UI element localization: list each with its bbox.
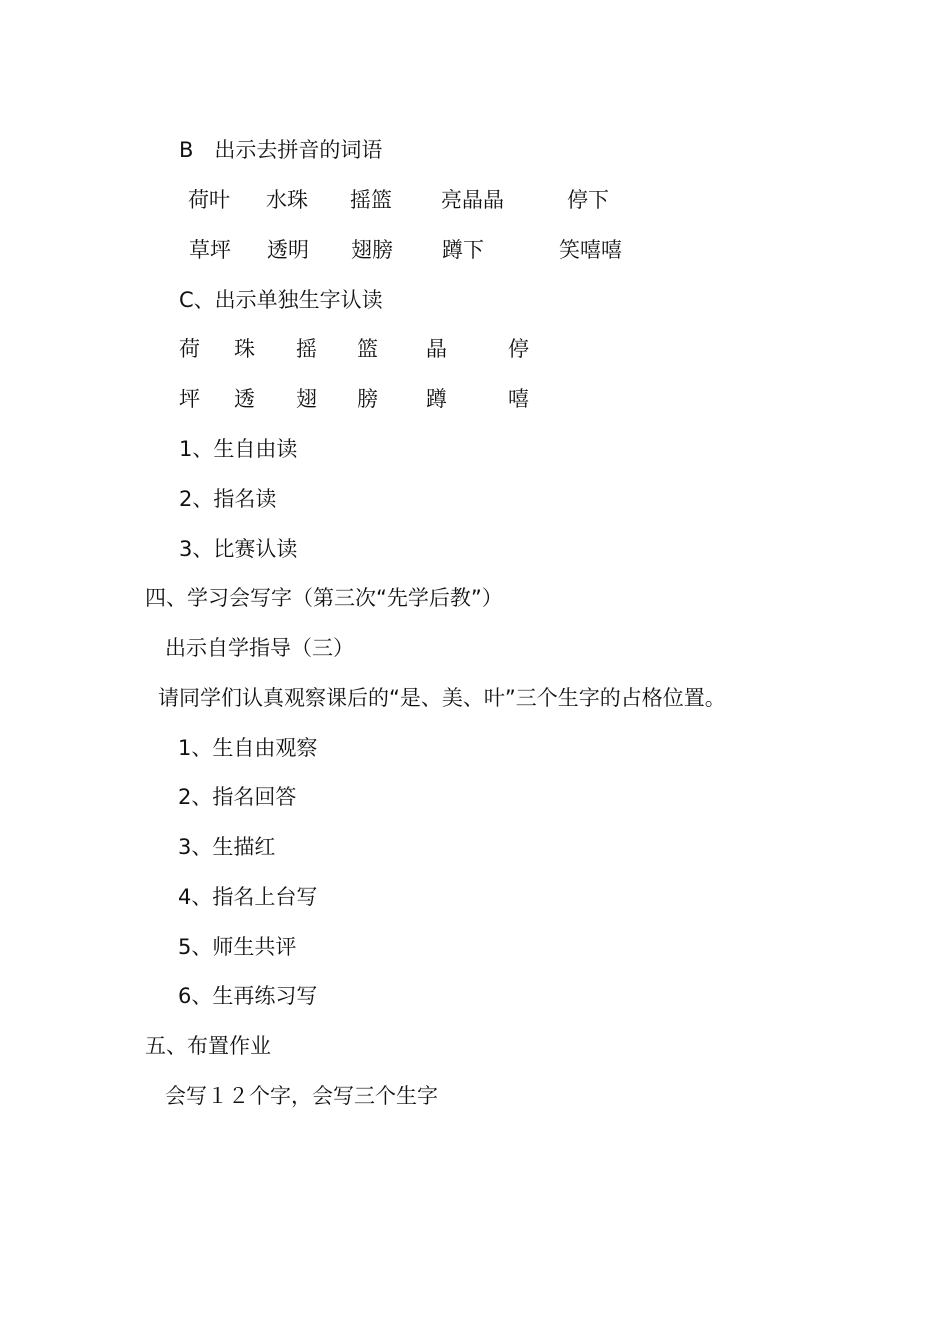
word: 草坪 [189, 238, 231, 262]
section-4-guide: 出示自学指导（三） [165, 636, 354, 660]
character: 蹲 [426, 387, 447, 411]
character: 坪 [179, 387, 200, 411]
section-c-step: 1、生自由读 [179, 437, 298, 461]
section-4-heading: 四、学习会写字（第三次“先学后教”） [145, 586, 503, 610]
words-row-2 [0, 236, 700, 264]
section-4-step: 3、生描红 [178, 835, 276, 859]
character: 篮 [357, 337, 378, 361]
section-5-task: 会写１２个字，会写三个生字 [165, 1084, 438, 1108]
section-4-step: 4、指名上台写 [178, 885, 318, 909]
section-b-heading: B 出示去拼音的词语 [179, 138, 383, 162]
section-c-step: 2、指名读 [179, 487, 277, 511]
word: 摇篮 [350, 188, 392, 212]
word: 水珠 [266, 188, 308, 212]
character: 翅 [296, 387, 317, 411]
word: 翅膀 [351, 238, 393, 262]
chars-row-2 [0, 385, 700, 413]
section-5-heading: 五、布置作业 [145, 1034, 271, 1058]
section-4-step: 6、生再练习写 [178, 984, 318, 1008]
chars-row-1 [0, 335, 700, 363]
character: 荷 [179, 337, 200, 361]
character: 晶 [426, 337, 447, 361]
character: 停 [508, 337, 529, 361]
word: 亮晶晶 [441, 188, 504, 212]
word: 笑嘻嘻 [559, 238, 622, 262]
character: 透 [234, 387, 255, 411]
section-c-step: 3、比赛认读 [179, 537, 298, 561]
character: 摇 [296, 337, 317, 361]
word: 透明 [267, 238, 309, 262]
character: 嘻 [508, 387, 529, 411]
section-4-step: 5、师生共评 [178, 935, 297, 959]
word: 停下 [567, 188, 609, 212]
character: 珠 [234, 337, 255, 361]
section-4-step: 2、指名回答 [178, 785, 297, 809]
section-c-heading: C、出示单独生字认读 [179, 288, 383, 312]
section-4-instruction: 请同学们认真观察课后的“是、美、叶”三个生字的占格位置。 [158, 686, 726, 710]
word: 荷叶 [188, 188, 230, 212]
word: 蹲下 [442, 238, 484, 262]
section-4-step: 1、生自由观察 [178, 736, 318, 760]
words-row-1 [0, 186, 700, 214]
character: 膀 [357, 387, 378, 411]
